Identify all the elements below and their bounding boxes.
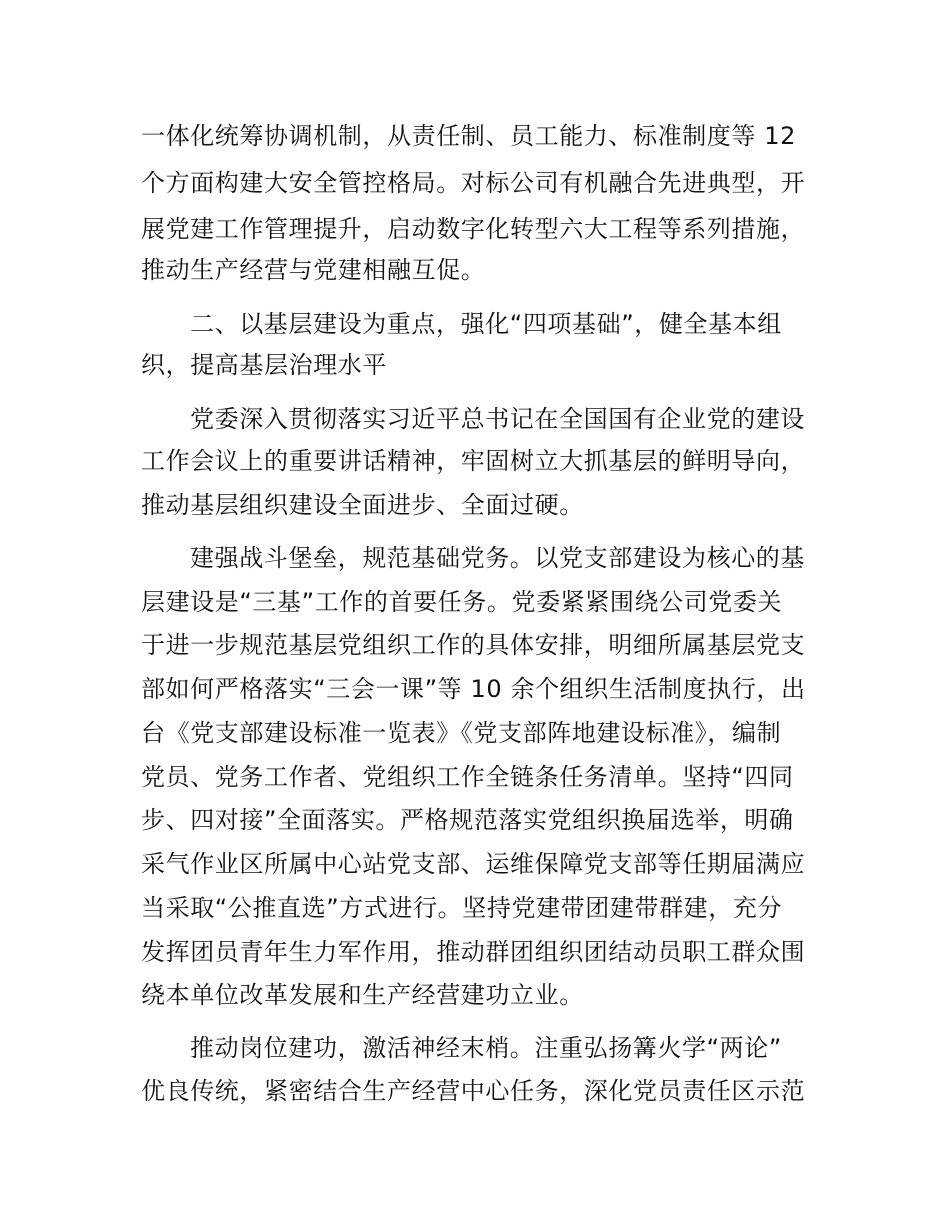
text-line: 推动生产经营与党建相融互促。 — [141, 256, 486, 284]
text-line: 工作会议上的重要讲话精神，牢固树立大抓基层的鲜明导向， — [141, 447, 806, 475]
text-line: 部如何严格落实“三会一课”等 10 余个组织生活制度执行，出 — [141, 675, 806, 703]
text-line: 党委深入贯彻落实习近平总书记在全国国有企业党的建设 — [190, 405, 805, 433]
section-heading: 织，提高基层治理水平 — [141, 351, 387, 379]
text-line: 台《党支部建设标准一览表》《党支部阵地建设标准》，编制 — [141, 719, 782, 747]
text-line: 展党建工作管理提升，启动数字化转型六大工程等系列措施， — [141, 215, 806, 243]
text-line: 推动岗位建功，激活神经末梢。注重弘扬篝火学“两论” — [190, 1034, 782, 1062]
text-line: 步、四对接”全面落实。严格规范落实党组织换届选举，明确 — [141, 806, 794, 834]
text-line: 推动基层组织建设全面进步、全面过硬。 — [141, 491, 584, 519]
section-heading: 二、以基层建设为重点，强化“四项基础”，健全基本组 — [190, 310, 782, 338]
text-line: 优良传统，紧密结合生产经营中心任务，深化党员责任区示范 — [141, 1077, 806, 1105]
text-line: 于进一步规范基层党组织工作的具体安排，明细所属基层党支 — [141, 631, 806, 659]
text-line: 党员、党务工作者、党组织工作全链条任务清单。坚持“四同 — [141, 763, 794, 791]
text-line: 建强战斗堡垒，规范基础党务。以党支部建设为核心的基 — [190, 544, 805, 572]
text-line: 当采取“公推直选”方式进行。坚持党建带团建带群建，充分 — [141, 894, 783, 922]
text-line: 采气作业区所属中心站党支部、运维保障党支部等任期届满应 — [141, 850, 806, 878]
text-line: 个方面构建大安全管控格局。对标公司有机融合先进典型，开 — [141, 169, 806, 197]
text-line: 发挥团员青年生力军作用，推动群团组织团结动员职工群众围 — [141, 938, 806, 966]
text-line: 绕本单位改革发展和生产经营建功立业。 — [141, 981, 584, 1009]
text-line: 层建设是“三基”工作的首要任务。党委紧紧围绕公司党委关 — [141, 588, 783, 616]
text-line: 一体化统筹协调机制，从责任制、员工能力、标准制度等 12 — [141, 122, 796, 150]
